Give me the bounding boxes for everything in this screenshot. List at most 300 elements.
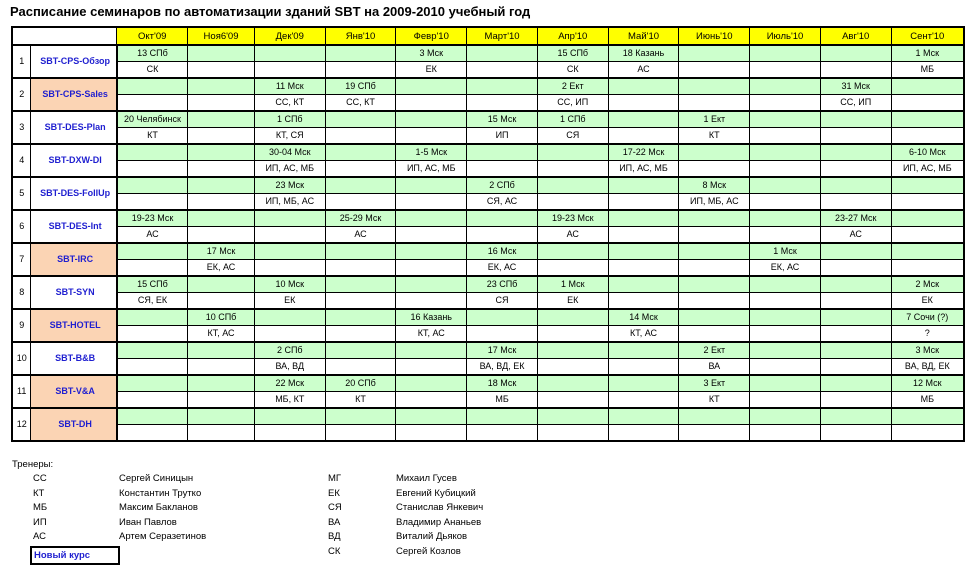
session-trainers: ИП, АС, МБ (254, 161, 325, 178)
session-trainers: ИП, МБ, АС (679, 194, 750, 211)
session-date-city (467, 45, 538, 62)
month-header-row (12, 27, 964, 45)
session-trainers: АС (117, 227, 188, 244)
session-trainers (325, 260, 396, 277)
course-number: 11 (12, 375, 31, 408)
session-trainers (891, 425, 964, 442)
session-date-city (254, 309, 325, 326)
course-row (12, 210, 964, 227)
session-trainers (188, 95, 255, 112)
session-date-city (537, 408, 608, 425)
trainer-code: СС (33, 473, 47, 484)
session-trainers: ЕК (537, 293, 608, 310)
session-trainers: ИП, АС, МБ (891, 161, 964, 178)
trainer-code: ВА (328, 516, 341, 528)
session-date-city (467, 210, 538, 227)
session-trainers (537, 260, 608, 277)
session-trainers: АС (325, 227, 396, 244)
session-trainers (117, 161, 188, 178)
session-date-city (679, 45, 750, 62)
session-trainers (679, 293, 750, 310)
course-name: SBT-B&B (31, 342, 117, 375)
session-trainers (750, 425, 821, 442)
course-number: 1 (12, 45, 31, 78)
session-date-city: 19-23 Мск (537, 210, 608, 227)
session-trainers (325, 161, 396, 178)
session-date-city (396, 111, 467, 128)
session-trainers: СК (117, 62, 188, 79)
trainer-row (12, 227, 964, 244)
session-trainers: СС, КТ (254, 95, 325, 112)
session-date-city: 6-10 Мск (891, 144, 964, 161)
session-trainers (891, 194, 964, 211)
session-trainers (325, 293, 396, 310)
session-date-city: 1 СПб (537, 111, 608, 128)
session-trainers (254, 227, 325, 244)
session-trainers: ВА (679, 359, 750, 376)
trainer-row (12, 392, 964, 409)
session-date-city (537, 177, 608, 194)
session-date-city (467, 144, 538, 161)
session-date-city: 17 Мск (467, 342, 538, 359)
session-date-city: 22 Мск (254, 375, 325, 392)
session-date-city: 15 СПб (537, 45, 608, 62)
session-trainers: КТ (117, 128, 188, 145)
session-date-city (188, 276, 255, 293)
session-date-city: 23 Мск (254, 177, 325, 194)
session-date-city (679, 78, 750, 95)
session-date-city: 11 Мск (254, 78, 325, 95)
month-header: Авг'10 (820, 27, 891, 45)
session-trainers (188, 359, 255, 376)
session-trainers (117, 260, 188, 277)
session-trainers: ? (891, 326, 964, 343)
course-name: SBT-CPS-Sales (31, 78, 117, 111)
session-trainers (537, 392, 608, 409)
session-date-city (608, 111, 679, 128)
course-name: SBT-DXW-DI (31, 144, 117, 177)
legend-heading: Тренеры: (12, 459, 54, 470)
trainer-name: Станислав Янкевич (396, 502, 484, 514)
course-row (12, 342, 964, 359)
session-date-city (750, 210, 821, 227)
session-date-city: 23-27 Мск (820, 210, 891, 227)
course-name: SBT-HOTEL (31, 309, 117, 342)
session-date-city (396, 276, 467, 293)
session-trainers (117, 194, 188, 211)
trainer-name: Виталий Дьяков (396, 531, 468, 543)
session-date-city (750, 342, 821, 359)
session-trainers (254, 326, 325, 343)
session-date-city (608, 210, 679, 227)
course-name: SBT-V&A (31, 375, 117, 408)
trainer-row (12, 128, 964, 145)
session-date-city (820, 342, 891, 359)
session-date-city (188, 45, 255, 62)
trainer-code: СК (328, 546, 341, 557)
session-trainers (679, 95, 750, 112)
trainer-row (12, 425, 964, 442)
session-date-city: 10 Мск (254, 276, 325, 293)
session-trainers: АС (608, 62, 679, 79)
session-date-city: 14 Мск (608, 309, 679, 326)
session-trainers (325, 128, 396, 145)
session-trainers: ИП (467, 128, 538, 145)
session-trainers (467, 227, 538, 244)
session-date-city (750, 276, 821, 293)
course-number: 9 (12, 309, 31, 342)
trainer-row (12, 95, 964, 112)
session-trainers (396, 260, 467, 277)
trainer-row (12, 194, 964, 211)
trainer-code: ИП (33, 516, 47, 528)
session-trainers (750, 326, 821, 343)
session-date-city (750, 111, 821, 128)
trainer-name: Сергей Синицын (119, 473, 194, 484)
trainer-row (12, 293, 964, 310)
session-trainers (750, 227, 821, 244)
session-trainers (820, 359, 891, 376)
session-trainers (679, 425, 750, 442)
session-trainers (820, 392, 891, 409)
session-trainers (467, 425, 538, 442)
session-date-city (396, 243, 467, 260)
schedule-table (11, 26, 965, 442)
trainer-code: СЯ (328, 502, 342, 514)
session-date-city (820, 177, 891, 194)
trainer-name: Максим Бакланов (119, 502, 198, 514)
session-date-city (254, 408, 325, 425)
trainer-code: КТ (33, 487, 45, 499)
session-date-city: 19 СПб (325, 78, 396, 95)
session-date-city (325, 342, 396, 359)
session-date-city (820, 375, 891, 392)
session-trainers (608, 260, 679, 277)
course-number: 8 (12, 276, 31, 309)
session-date-city (467, 309, 538, 326)
session-trainers (188, 62, 255, 79)
session-date-city: 17 Мск (188, 243, 255, 260)
session-date-city: 8 Мск (679, 177, 750, 194)
month-header: Дек'09 (254, 27, 325, 45)
trainer-name: Иван Павлов (119, 516, 177, 528)
session-date-city (396, 342, 467, 359)
session-trainers (325, 62, 396, 79)
session-date-city (325, 276, 396, 293)
session-date-city: 1 Мск (891, 45, 964, 62)
session-date-city: 2 Ект (679, 342, 750, 359)
session-date-city (254, 243, 325, 260)
session-date-city (396, 210, 467, 227)
session-date-city: 12 Мск (891, 375, 964, 392)
session-trainers (820, 62, 891, 79)
session-date-city (679, 243, 750, 260)
session-trainers (467, 62, 538, 79)
session-trainers (750, 161, 821, 178)
month-header: Май'10 (608, 27, 679, 45)
session-trainers (608, 392, 679, 409)
trainer-name: Константин Трутко (119, 487, 202, 499)
session-date-city (325, 177, 396, 194)
session-date-city (820, 45, 891, 62)
session-trainers (188, 227, 255, 244)
session-date-city (820, 243, 891, 260)
course-row (12, 78, 964, 95)
session-trainers (396, 293, 467, 310)
session-date-city (467, 78, 538, 95)
session-date-city (537, 144, 608, 161)
course-number: 5 (12, 177, 31, 210)
session-trainers (750, 194, 821, 211)
session-date-city (537, 375, 608, 392)
trainer-row (12, 260, 964, 277)
session-trainers (467, 161, 538, 178)
session-trainers (188, 128, 255, 145)
session-date-city (891, 210, 964, 227)
session-trainers: КТ (679, 392, 750, 409)
course-number: 10 (12, 342, 31, 375)
trainer-code: ЕК (328, 487, 340, 499)
session-date-city (396, 375, 467, 392)
session-trainers (820, 425, 891, 442)
session-trainers (537, 326, 608, 343)
session-date-city: 19-23 Мск (117, 210, 188, 227)
session-date-city (820, 111, 891, 128)
session-date-city: 1 Мск (537, 276, 608, 293)
course-number: 6 (12, 210, 31, 243)
session-trainers (325, 425, 396, 442)
session-trainers (188, 161, 255, 178)
session-trainers (188, 392, 255, 409)
session-date-city (188, 375, 255, 392)
session-trainers (608, 425, 679, 442)
session-trainers (608, 293, 679, 310)
session-date-city (820, 144, 891, 161)
trainer-name: Сергей Козлов (396, 546, 461, 557)
session-date-city (396, 177, 467, 194)
session-date-city (396, 78, 467, 95)
session-trainers (891, 227, 964, 244)
session-trainers (750, 128, 821, 145)
session-trainers (117, 425, 188, 442)
session-trainers: КТ (679, 128, 750, 145)
session-trainers: ИП, АС, МБ (608, 161, 679, 178)
course-number: 4 (12, 144, 31, 177)
session-trainers (679, 326, 750, 343)
session-date-city (117, 375, 188, 392)
session-date-city: 1 СПб (254, 111, 325, 128)
session-date-city (891, 408, 964, 425)
session-trainers (820, 161, 891, 178)
session-date-city (254, 210, 325, 227)
session-date-city: 1 Мск (750, 243, 821, 260)
session-trainers (679, 62, 750, 79)
session-date-city (608, 342, 679, 359)
month-header: Сент'10 (891, 27, 964, 45)
session-date-city (679, 144, 750, 161)
course-name: SBT-DES-Plan (31, 111, 117, 144)
session-trainers (467, 95, 538, 112)
page-title: Расписание семинаров по автоматизации зданий SBT на 2009-2010 учебный год (10, 4, 531, 19)
session-trainers: ИП, МБ, АС (254, 194, 325, 211)
session-trainers (891, 128, 964, 145)
session-trainers (608, 227, 679, 244)
session-trainers: КТ (325, 392, 396, 409)
session-date-city (750, 144, 821, 161)
session-date-city (537, 243, 608, 260)
session-trainers: СС, КТ (325, 95, 396, 112)
session-date-city (891, 111, 964, 128)
session-trainers: ВА, ВД (254, 359, 325, 376)
session-date-city (820, 408, 891, 425)
session-trainers: ВА, ВД, ЕК (891, 359, 964, 376)
session-trainers (188, 293, 255, 310)
header-blank (31, 27, 117, 45)
session-date-city (188, 78, 255, 95)
course-row (12, 309, 964, 326)
session-trainers (820, 128, 891, 145)
session-date-city (467, 408, 538, 425)
session-trainers (608, 95, 679, 112)
session-trainers: АС (537, 227, 608, 244)
course-number: 2 (12, 78, 31, 111)
session-trainers (679, 161, 750, 178)
session-date-city (325, 408, 396, 425)
month-header: Февр'10 (396, 27, 467, 45)
session-date-city: 3 Мск (396, 45, 467, 62)
session-date-city: 2 СПб (254, 342, 325, 359)
session-date-city (608, 243, 679, 260)
session-date-city (608, 177, 679, 194)
trainer-code: АС (33, 531, 46, 543)
session-date-city (679, 309, 750, 326)
session-date-city: 2 СПб (467, 177, 538, 194)
session-date-city (325, 45, 396, 62)
session-date-city: 7 Сочи (?) (891, 309, 964, 326)
session-date-city: 15 Мск (467, 111, 538, 128)
session-trainers (608, 359, 679, 376)
session-trainers (396, 392, 467, 409)
trainer-row (12, 359, 964, 376)
session-date-city (750, 45, 821, 62)
session-trainers (188, 194, 255, 211)
session-trainers: КТ, АС (608, 326, 679, 343)
session-date-city (679, 276, 750, 293)
session-trainers (820, 326, 891, 343)
session-trainers (679, 260, 750, 277)
course-row (12, 276, 964, 293)
session-trainers (396, 359, 467, 376)
session-trainers: КТ, СЯ (254, 128, 325, 145)
session-date-city (188, 342, 255, 359)
course-row (12, 45, 964, 62)
session-trainers (750, 392, 821, 409)
month-header: Июнь'10 (679, 27, 750, 45)
session-date-city (608, 408, 679, 425)
session-trainers: СЯ (537, 128, 608, 145)
session-trainers (254, 425, 325, 442)
trainer-code: ВД (328, 531, 341, 543)
course-name: SBT-SYN (31, 276, 117, 309)
session-date-city (117, 78, 188, 95)
session-date-city (679, 408, 750, 425)
session-trainers (467, 326, 538, 343)
trainer-name: Евгений Кубицкий (396, 487, 476, 499)
session-trainers (679, 227, 750, 244)
course-number: 12 (12, 408, 31, 441)
session-trainers (254, 260, 325, 277)
session-trainers (117, 95, 188, 112)
session-trainers (537, 161, 608, 178)
header-blank (12, 27, 31, 45)
session-date-city (820, 309, 891, 326)
session-date-city (117, 342, 188, 359)
session-date-city (188, 210, 255, 227)
session-trainers: АС (820, 227, 891, 244)
session-date-city (750, 177, 821, 194)
session-date-city (188, 177, 255, 194)
session-date-city (891, 243, 964, 260)
session-trainers (608, 128, 679, 145)
month-header: Ноя6'09 (188, 27, 255, 45)
session-trainers (537, 194, 608, 211)
session-trainers: ЕК (891, 293, 964, 310)
session-date-city (325, 243, 396, 260)
session-trainers (325, 326, 396, 343)
session-trainers (117, 392, 188, 409)
session-trainers: МБ (891, 392, 964, 409)
session-trainers: СЯ, ЕК (117, 293, 188, 310)
session-trainers (117, 359, 188, 376)
trainer-code: МБ (33, 502, 48, 514)
session-trainers: СЯ, АС (467, 194, 538, 211)
session-date-city: 3 Мск (891, 342, 964, 359)
course-row (12, 375, 964, 392)
session-trainers (396, 194, 467, 211)
course-row (12, 177, 964, 194)
session-date-city (396, 408, 467, 425)
session-trainers: СК (537, 62, 608, 79)
trainer-row (12, 161, 964, 178)
session-date-city (254, 45, 325, 62)
session-trainers (325, 194, 396, 211)
session-date-city: 25-29 Мск (325, 210, 396, 227)
session-trainers: ЕК (254, 293, 325, 310)
session-date-city (325, 111, 396, 128)
session-trainers: КТ, АС (396, 326, 467, 343)
session-trainers (820, 194, 891, 211)
session-date-city: 23 СПб (467, 276, 538, 293)
course-name: SBT-CPS-Обзор (31, 45, 117, 78)
trainer-name: Владимир Ананьев (396, 516, 482, 528)
session-date-city (537, 309, 608, 326)
session-date-city: 1 Ект (679, 111, 750, 128)
month-header: Апр'10 (537, 27, 608, 45)
session-date-city: 2 Мск (891, 276, 964, 293)
session-trainers: СЯ (467, 293, 538, 310)
session-trainers: МБ (891, 62, 964, 79)
session-trainers: ИП, АС, МБ (396, 161, 467, 178)
course-name: SBT-DES-Int (31, 210, 117, 243)
course-number: 7 (12, 243, 31, 276)
session-date-city (891, 78, 964, 95)
session-date-city (117, 243, 188, 260)
trainer-name: Артем Серазетинов (119, 531, 207, 543)
session-date-city (117, 144, 188, 161)
trainer-row (12, 326, 964, 343)
session-trainers: МБ (467, 392, 538, 409)
session-date-city (188, 144, 255, 161)
